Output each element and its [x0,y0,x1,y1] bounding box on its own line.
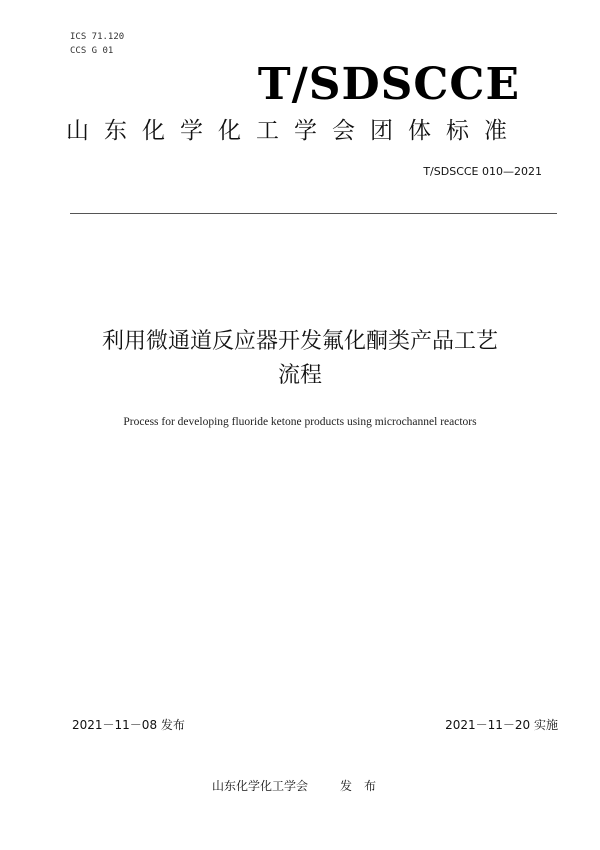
publisher-line [0,777,600,795]
english-title: Process for developing fluoride ketone products using microchannel reactors [123,416,477,428]
standard-type-heading: 山东化学化工学会团体标准 [66,118,522,144]
title-line-1: 利用微通道反应器开发氟化酮类产品工艺 [101,329,498,354]
implementation-date: 2021－11－20 实施 [445,718,558,732]
header-divider [70,213,557,214]
classification-codes [70,30,124,58]
title-line-2: 流程 [277,363,322,388]
ics-code: ICS 71.120 [70,32,125,42]
ccs-code: CCS G 01 [70,46,114,56]
publish-label: 发布 [340,779,389,793]
standard-code: T/SDSCCE 010—2021 [423,165,542,178]
standard-brand-logo: T/SDSCCE [257,59,520,110]
document-title [60,325,540,393]
publisher-name: 山东化学化工学会 [211,779,308,793]
issue-date: 2021－11－08 发布 [72,718,185,732]
